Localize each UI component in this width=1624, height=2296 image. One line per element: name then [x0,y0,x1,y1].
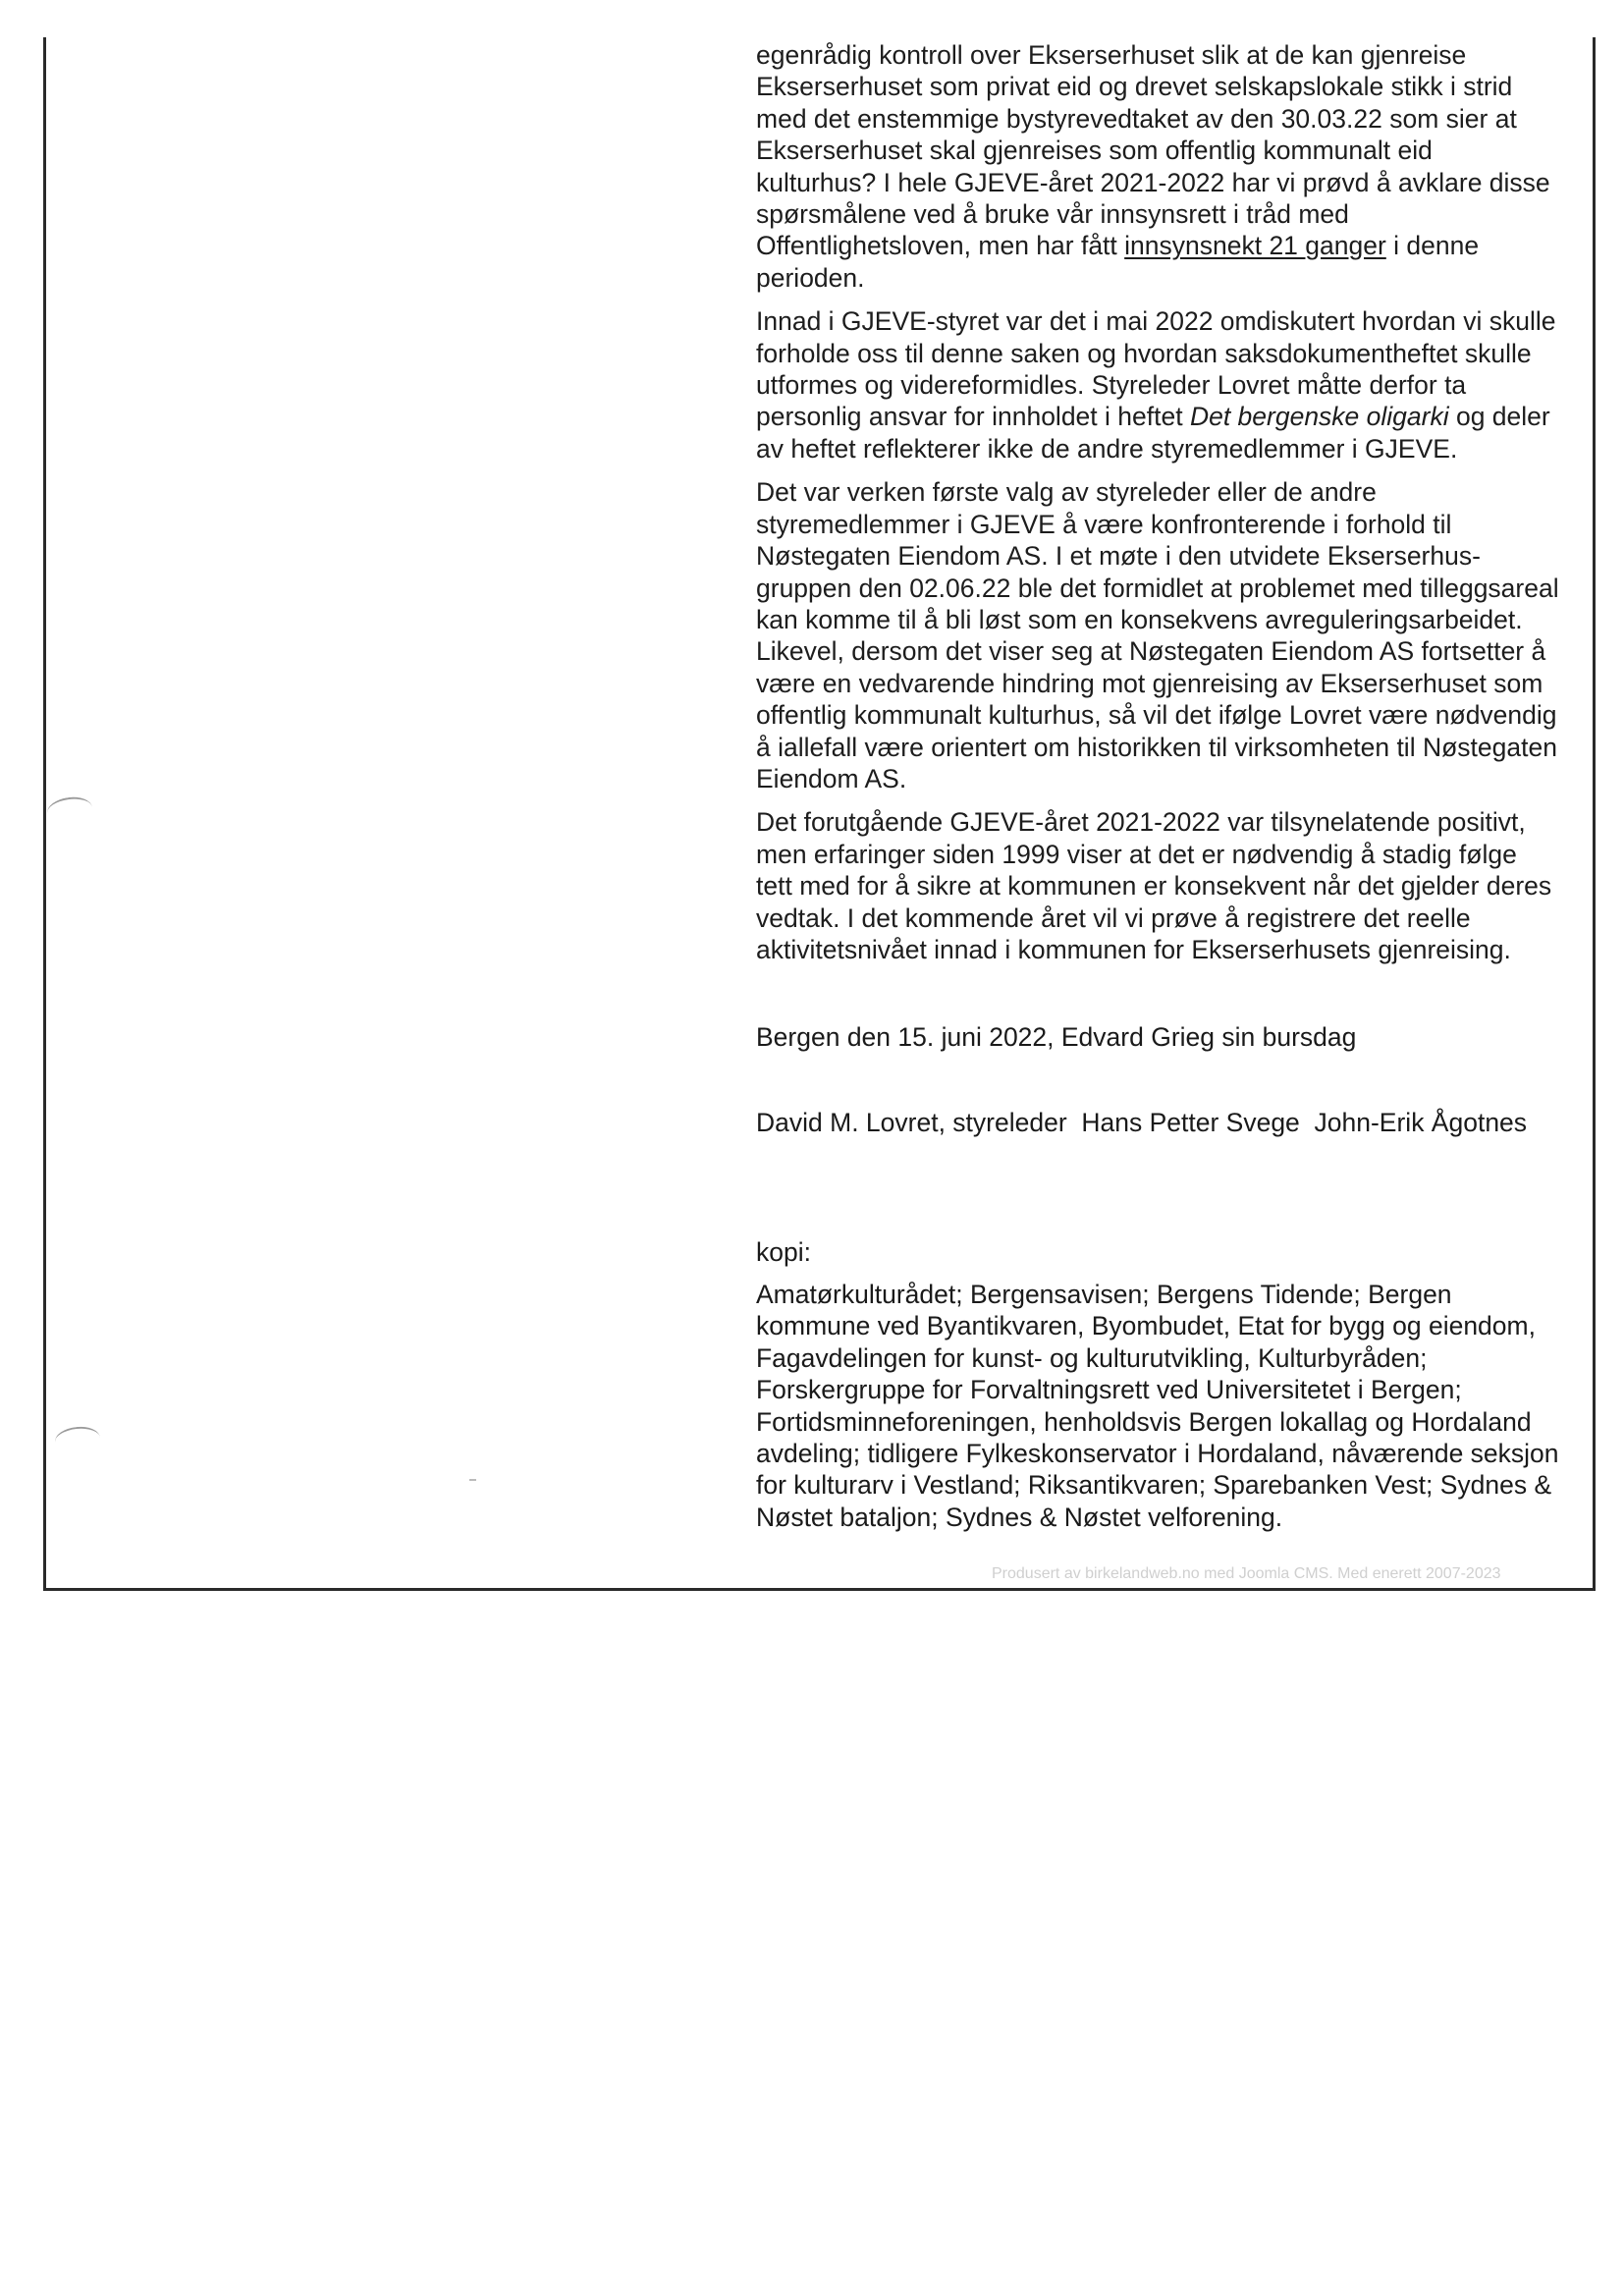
letter-body [756,39,1591,977]
text-line: kulturhus? I hele GJEVE-året 2021-2022 har vi prøvd å avklare disse [756,167,1550,197]
page-frame-left [43,37,46,1589]
copy-recipients [756,1279,1591,1533]
text-line [756,230,1591,261]
scan-artifact-speck [469,1479,476,1481]
page-frame-right [1593,37,1596,1589]
copy-label: kopi: [756,1237,811,1267]
recipient-line: avdeling; tidligere Fylkeskonservator i Hordaland, nåværende seksjon [756,1439,1559,1469]
recipient-line: Amatørkulturådet; Bergensavisen; Bergens Tidende; Bergen [756,1280,1452,1309]
scan-artifact-mark [54,1425,101,1455]
text-line: Eiendom AS. [756,763,907,793]
text-line: Ekserserhuset skal gjenreises som offentlig kommunalt eid [756,136,1433,166]
text-line: gruppen den 02.06.22 ble det formidlet at problemet med tilleggsareal [756,573,1559,603]
text-line [756,401,1591,432]
text-line: spørsmålene ved å bruke vår innsynsrett i tråd med [756,199,1349,230]
scan-artifact-mark [45,794,93,826]
date-line: Bergen den 15. juni 2022, Edvard Grieg sin bursdag [756,1022,1357,1052]
text-line: perioden. [756,262,865,293]
text-segment: i denne [1385,231,1480,261]
paragraph [756,476,1591,794]
text-line: utformes og videreformidles. Styreleder Lovret måtte derfor ta [756,370,1467,401]
page-frame-bottom [43,1588,1596,1591]
text-line: offentlig kommunalt kulturhus, så vil det ifølge Lovret være nødvendig [756,700,1557,731]
booklet-title: Det bergenske oligarki [1189,402,1449,432]
text-line: å iallefall være orientert om historikken til virksomheten til Nøstegaten [756,732,1557,762]
signatories: David M. Lovret, styreleder Hans Petter Svege John-Erik Ågotnes [756,1108,1528,1137]
recipient-line: Forskergruppe for Forvaltningsrett ved Universitetet i Bergen; [756,1375,1462,1405]
text-line: aktivitetsnivået innad i kommunen for Ekserserhusets gjenreising. [756,934,1511,964]
text-line: styremedlemmer i GJEVE å være konfronterende i forhold til [756,509,1452,539]
text-line: vedtak. I det kommende året vil vi prøve å registrere det reelle [756,902,1471,933]
innsynsnekt-link[interactable]: innsynsnekt 21 ganger [1124,231,1386,261]
text-segment: Offentlighetsloven, men har fått [756,231,1125,261]
text-line: Likevel, dersom det viser seg at Nøstegaten Eiendom AS fortsetter å [756,636,1546,667]
footer-credit: Produsert av birkelandweb.no med Joomla CMS. Med enerett 2007-2023 [992,1565,1501,1582]
recipient-line: Nøstet bataljon; Sydnes & Nøstet velforening. [756,1502,1283,1532]
text-line: Innad i GJEVE-styret var det i mai 2022 omdiskutert hvordan vi skulle [756,306,1556,337]
paragraph [756,39,1591,294]
text-line: av heftet reflekterer ikke de andre styremedlemmer i GJEVE. [756,433,1458,464]
text-line: forholde oss til denne saken og hvordan saksdokumentheftet skulle [756,338,1532,368]
recipient-line: Fagavdelingen for kunst- og kulturutvikling, Kulturbyråden; [756,1342,1428,1373]
text-line: Ekserserhuset som privat eid og drevet selskapslokale stikk i strid [756,72,1513,102]
text-line: tett med for å sikre at kommunen er konsekvent når det gjelder deres [756,871,1552,902]
text-line: egenrådig kontroll over Ekserserhuset slik at de kan gjenreise [756,40,1467,70]
text-segment: personlig ansvar for innholdet i heftet [756,402,1190,432]
text-line: med det enstemmige bystyrevedtaket av den 30.03.22 som sier at [756,103,1517,134]
paragraph [756,806,1591,965]
text-line: Det var verken første valg av styreleder eller de andre [756,477,1377,508]
text-line: Det forutgående GJEVE-året 2021-2022 var tilsynelatende positivt, [756,807,1526,838]
text-line: Nøstegaten Eiendom AS. I et møte i den utvidete Ekserserhus- [756,541,1481,572]
recipient-line: Fortidsminneforeningen, henholdsvis Bergen lokallag og Hordaland [756,1406,1532,1437]
text-line: men erfaringer siden 1999 viser at det er nødvendig å stadig følge [756,839,1517,869]
text-line: være en vedvarende hindring mot gjenreising av Ekserserhuset som [756,668,1543,698]
paragraph [756,305,1591,465]
recipient-line: for kulturarv i Vestland; Riksantikvaren; Sparebanken Vest; Sydnes & [756,1470,1552,1501]
recipient-line: kommune ved Byantikvaren, Byombudet, Etat for bygg og eiendom, [756,1311,1536,1341]
text-segment: og deler [1448,402,1550,432]
text-line: kan komme til å bli løst som en konsekvens avreguleringsarbeidet. [756,604,1523,634]
